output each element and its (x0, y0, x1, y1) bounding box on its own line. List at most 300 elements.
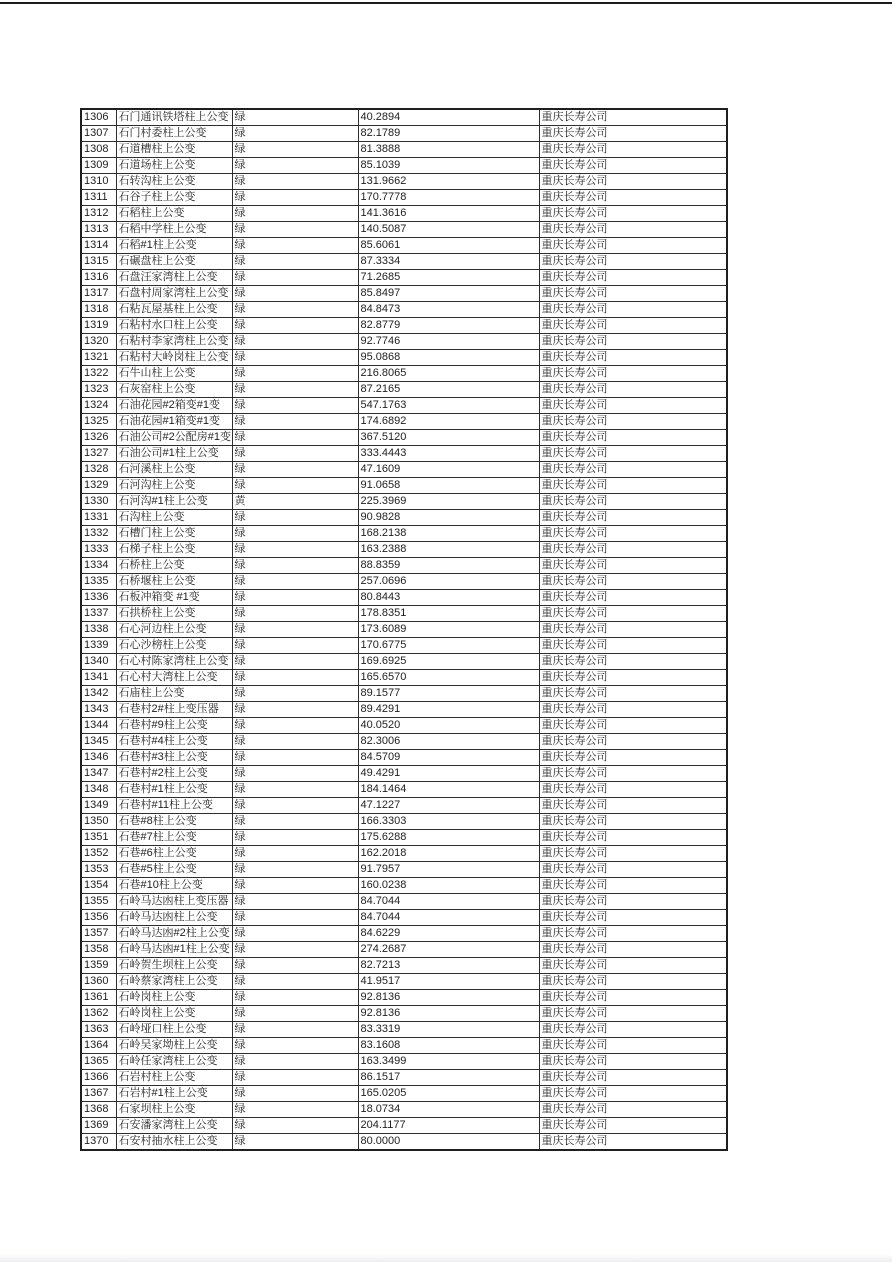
table-row[interactable] (81, 1134, 727, 1151)
cell-station-name[interactable]: 石稻中学柱上公变 (116, 222, 232, 238)
cell-status-color[interactable]: 绿 (232, 830, 358, 846)
cell-value[interactable]: 91.7957 (358, 862, 539, 878)
table-row[interactable] (81, 654, 727, 670)
table-row[interactable] (81, 430, 727, 446)
table-row[interactable] (81, 254, 727, 270)
cell-company[interactable]: 重庆长寿公司 (539, 142, 727, 158)
table-row[interactable] (81, 1086, 727, 1102)
cell-company[interactable]: 重庆长寿公司 (539, 942, 727, 958)
cell-company[interactable]: 重庆长寿公司 (539, 718, 727, 734)
cell-row-id[interactable]: 1323 (81, 382, 116, 398)
table-row[interactable] (81, 926, 727, 942)
cell-company[interactable]: 重庆长寿公司 (539, 510, 727, 526)
cell-station-name[interactable]: 石槽门柱上公变 (116, 526, 232, 542)
cell-station-name[interactable]: 石巷村#2柱上公变 (116, 766, 232, 782)
cell-status-color[interactable]: 绿 (232, 1054, 358, 1070)
cell-status-color[interactable]: 绿 (232, 398, 358, 414)
cell-value[interactable]: 163.3499 (358, 1054, 539, 1070)
cell-company[interactable]: 重庆长寿公司 (539, 494, 727, 510)
cell-station-name[interactable]: 石巷村#4柱上公变 (116, 734, 232, 750)
cell-station-name[interactable]: 石岭贺生坝柱上公变 (116, 958, 232, 974)
table-row[interactable] (81, 206, 727, 222)
cell-row-id[interactable]: 1366 (81, 1070, 116, 1086)
cell-value[interactable]: 274.2687 (358, 942, 539, 958)
cell-status-color[interactable]: 绿 (232, 542, 358, 558)
cell-company[interactable]: 重庆长寿公司 (539, 158, 727, 174)
cell-row-id[interactable]: 1312 (81, 206, 116, 222)
cell-row-id[interactable]: 1308 (81, 142, 116, 158)
cell-station-name[interactable]: 石粘村水口柱上公变 (116, 318, 232, 334)
table-row[interactable] (81, 1054, 727, 1070)
table-row[interactable] (81, 814, 727, 830)
cell-status-color[interactable]: 绿 (232, 222, 358, 238)
table-row[interactable] (81, 1118, 727, 1134)
cell-company[interactable]: 重庆长寿公司 (539, 1054, 727, 1070)
cell-status-color[interactable]: 绿 (232, 638, 358, 654)
cell-row-id[interactable]: 1317 (81, 286, 116, 302)
cell-company[interactable]: 重庆长寿公司 (539, 1102, 727, 1118)
cell-value[interactable]: 91.0658 (358, 478, 539, 494)
cell-station-name[interactable]: 石沟柱上公变 (116, 510, 232, 526)
cell-status-color[interactable]: 绿 (232, 958, 358, 974)
table-row[interactable] (81, 446, 727, 462)
cell-status-color[interactable]: 绿 (232, 1006, 358, 1022)
cell-row-id[interactable]: 1362 (81, 1006, 116, 1022)
cell-company[interactable]: 重庆长寿公司 (539, 414, 727, 430)
table-row[interactable] (81, 158, 727, 174)
cell-row-id[interactable]: 1338 (81, 622, 116, 638)
table-row[interactable] (81, 862, 727, 878)
cell-value[interactable]: 87.3334 (358, 254, 539, 270)
cell-station-name[interactable]: 石岭吴家坳柱上公变 (116, 1038, 232, 1054)
cell-row-id[interactable]: 1354 (81, 878, 116, 894)
cell-value[interactable]: 84.7044 (358, 910, 539, 926)
cell-station-name[interactable]: 石灰窑柱上公变 (116, 382, 232, 398)
cell-row-id[interactable]: 1347 (81, 766, 116, 782)
cell-company[interactable]: 重庆长寿公司 (539, 686, 727, 702)
cell-value[interactable]: 71.2685 (358, 270, 539, 286)
cell-row-id[interactable]: 1353 (81, 862, 116, 878)
cell-company[interactable]: 重庆长寿公司 (539, 286, 727, 302)
cell-row-id[interactable]: 1367 (81, 1086, 116, 1102)
table-row[interactable] (81, 1006, 727, 1022)
cell-value[interactable]: 162.2018 (358, 846, 539, 862)
cell-company[interactable]: 重庆长寿公司 (539, 894, 727, 910)
cell-station-name[interactable]: 石岭垭口柱上公变 (116, 1022, 232, 1038)
table-row[interactable] (81, 526, 727, 542)
cell-row-id[interactable]: 1345 (81, 734, 116, 750)
cell-company[interactable]: 重庆长寿公司 (539, 462, 727, 478)
cell-status-color[interactable]: 绿 (232, 414, 358, 430)
cell-row-id[interactable]: 1369 (81, 1118, 116, 1134)
cell-value[interactable]: 131.9662 (358, 174, 539, 190)
table-row[interactable] (81, 990, 727, 1006)
cell-value[interactable]: 184.1464 (358, 782, 539, 798)
cell-station-name[interactable]: 石板冲箱变 #1变 (116, 590, 232, 606)
cell-value[interactable]: 169.6925 (358, 654, 539, 670)
cell-company[interactable]: 重庆长寿公司 (539, 1134, 727, 1151)
cell-company[interactable]: 重庆长寿公司 (539, 990, 727, 1006)
cell-station-name[interactable]: 石岭任家湾柱上公变 (116, 1054, 232, 1070)
cell-value[interactable]: 166.3303 (358, 814, 539, 830)
cell-row-id[interactable]: 1315 (81, 254, 116, 270)
table-row[interactable] (81, 318, 727, 334)
table-row[interactable] (81, 798, 727, 814)
table-row[interactable] (81, 190, 727, 206)
cell-row-id[interactable]: 1357 (81, 926, 116, 942)
cell-status-color[interactable]: 绿 (232, 622, 358, 638)
cell-company[interactable]: 重庆长寿公司 (539, 254, 727, 270)
cell-value[interactable]: 80.8443 (358, 590, 539, 606)
cell-row-id[interactable]: 1346 (81, 750, 116, 766)
cell-company[interactable]: 重庆长寿公司 (539, 238, 727, 254)
table-row[interactable] (81, 958, 727, 974)
cell-value[interactable]: 367.5120 (358, 430, 539, 446)
cell-value[interactable]: 90.9828 (358, 510, 539, 526)
cell-station-name[interactable]: 石巷#8柱上公变 (116, 814, 232, 830)
cell-company[interactable]: 重庆长寿公司 (539, 1118, 727, 1134)
cell-value[interactable]: 165.6570 (358, 670, 539, 686)
cell-station-name[interactable]: 石拱桥柱上公变 (116, 606, 232, 622)
cell-station-name[interactable]: 石安潘家湾柱上公变 (116, 1118, 232, 1134)
cell-value[interactable]: 47.1227 (358, 798, 539, 814)
cell-status-color[interactable]: 绿 (232, 302, 358, 318)
table-row[interactable] (81, 734, 727, 750)
cell-status-color[interactable]: 绿 (232, 670, 358, 686)
cell-status-color[interactable]: 绿 (232, 846, 358, 862)
cell-station-name[interactable]: 石庙柱上公变 (116, 686, 232, 702)
cell-company[interactable]: 重庆长寿公司 (539, 878, 727, 894)
cell-station-name[interactable]: 石油花园#2箱变#1变 (116, 398, 232, 414)
cell-station-name[interactable]: 石岩村#1柱上公变 (116, 1086, 232, 1102)
cell-row-id[interactable]: 1364 (81, 1038, 116, 1054)
cell-row-id[interactable]: 1335 (81, 574, 116, 590)
cell-status-color[interactable]: 绿 (232, 974, 358, 990)
table-row[interactable] (81, 638, 727, 654)
cell-station-name[interactable]: 石岭蔡家湾柱上公变 (116, 974, 232, 990)
cell-station-name[interactable]: 石稻柱上公变 (116, 206, 232, 222)
cell-station-name[interactable]: 石油花园#1箱变#1变 (116, 414, 232, 430)
cell-row-id[interactable]: 1337 (81, 606, 116, 622)
table-row[interactable] (81, 462, 727, 478)
table-row[interactable] (81, 478, 727, 494)
cell-station-name[interactable]: 石心沙榜柱上公变 (116, 638, 232, 654)
cell-station-name[interactable]: 石巷#5柱上公变 (116, 862, 232, 878)
cell-row-id[interactable]: 1359 (81, 958, 116, 974)
cell-station-name[interactable]: 石油公司#2公配房#1变 (116, 430, 232, 446)
cell-row-id[interactable]: 1350 (81, 814, 116, 830)
cell-company[interactable]: 重庆长寿公司 (539, 1070, 727, 1086)
cell-status-color[interactable]: 绿 (232, 238, 358, 254)
cell-station-name[interactable]: 石河溪柱上公变 (116, 462, 232, 478)
cell-value[interactable]: 216.8065 (358, 366, 539, 382)
cell-value[interactable]: 40.0520 (358, 718, 539, 734)
cell-value[interactable]: 170.6775 (358, 638, 539, 654)
cell-status-color[interactable]: 绿 (232, 878, 358, 894)
cell-row-id[interactable]: 1352 (81, 846, 116, 862)
cell-row-id[interactable]: 1340 (81, 654, 116, 670)
table-row[interactable] (81, 558, 727, 574)
table-row[interactable] (81, 382, 727, 398)
table-row[interactable] (81, 686, 727, 702)
cell-value[interactable]: 204.1177 (358, 1118, 539, 1134)
table-row[interactable] (81, 846, 727, 862)
cell-status-color[interactable]: 绿 (232, 254, 358, 270)
cell-row-id[interactable]: 1325 (81, 414, 116, 430)
cell-company[interactable]: 重庆长寿公司 (539, 526, 727, 542)
cell-status-color[interactable]: 绿 (232, 574, 358, 590)
cell-value[interactable]: 84.8473 (358, 302, 539, 318)
cell-status-color[interactable]: 绿 (232, 718, 358, 734)
cell-station-name[interactable]: 石谷子柱上公变 (116, 190, 232, 206)
table-row[interactable] (81, 334, 727, 350)
cell-company[interactable]: 重庆长寿公司 (539, 350, 727, 366)
cell-status-color[interactable]: 绿 (232, 462, 358, 478)
cell-station-name[interactable]: 石粘瓦屋基柱上公变 (116, 302, 232, 318)
cell-status-color[interactable]: 绿 (232, 526, 358, 542)
cell-value[interactable]: 83.1608 (358, 1038, 539, 1054)
cell-company[interactable]: 重庆长寿公司 (539, 830, 727, 846)
cell-value[interactable]: 82.8779 (358, 318, 539, 334)
cell-company[interactable]: 重庆长寿公司 (539, 1086, 727, 1102)
cell-station-name[interactable]: 石牛山柱上公变 (116, 366, 232, 382)
cell-status-color[interactable]: 绿 (232, 126, 358, 142)
cell-status-color[interactable]: 绿 (232, 782, 358, 798)
cell-company[interactable]: 重庆长寿公司 (539, 974, 727, 990)
cell-value[interactable]: 85.8497 (358, 286, 539, 302)
cell-company[interactable]: 重庆长寿公司 (539, 174, 727, 190)
cell-company[interactable]: 重庆长寿公司 (539, 366, 727, 382)
cell-status-color[interactable]: 绿 (232, 734, 358, 750)
cell-value[interactable]: 92.8136 (358, 1006, 539, 1022)
cell-status-color[interactable]: 绿 (232, 1086, 358, 1102)
cell-value[interactable]: 80.0000 (358, 1134, 539, 1151)
cell-company[interactable]: 重庆长寿公司 (539, 846, 727, 862)
cell-row-id[interactable]: 1358 (81, 942, 116, 958)
cell-company[interactable]: 重庆长寿公司 (539, 910, 727, 926)
cell-row-id[interactable]: 1311 (81, 190, 116, 206)
cell-status-color[interactable]: 绿 (232, 862, 358, 878)
cell-status-color[interactable]: 绿 (232, 190, 358, 206)
cell-value[interactable]: 175.6288 (358, 830, 539, 846)
table-row[interactable] (81, 718, 727, 734)
cell-status-color[interactable]: 绿 (232, 942, 358, 958)
table-row[interactable] (81, 414, 727, 430)
cell-value[interactable]: 84.7044 (358, 894, 539, 910)
table-row[interactable] (81, 1070, 727, 1086)
cell-row-id[interactable]: 1307 (81, 126, 116, 142)
table-row[interactable] (81, 1102, 727, 1118)
cell-station-name[interactable]: 石碾盘柱上公变 (116, 254, 232, 270)
cell-value[interactable]: 141.3616 (358, 206, 539, 222)
cell-status-color[interactable]: 绿 (232, 334, 358, 350)
cell-status-color[interactable]: 绿 (232, 1118, 358, 1134)
cell-value[interactable]: 547.1763 (358, 398, 539, 414)
cell-company[interactable]: 重庆长寿公司 (539, 398, 727, 414)
cell-company[interactable]: 重庆长寿公司 (539, 109, 727, 126)
cell-station-name[interactable]: 石巷村#3柱上公变 (116, 750, 232, 766)
cell-row-id[interactable]: 1330 (81, 494, 116, 510)
table-row[interactable] (81, 222, 727, 238)
cell-status-color[interactable]: 绿 (232, 798, 358, 814)
table-row[interactable] (81, 670, 727, 686)
cell-row-id[interactable]: 1370 (81, 1134, 116, 1151)
cell-status-color[interactable]: 绿 (232, 446, 358, 462)
cell-station-name[interactable]: 石巷#10柱上公变 (116, 878, 232, 894)
cell-station-name[interactable]: 石心村陈家湾柱上公变 (116, 654, 232, 670)
cell-status-color[interactable]: 绿 (232, 558, 358, 574)
cell-status-color[interactable]: 绿 (232, 318, 358, 334)
cell-status-color[interactable]: 绿 (232, 702, 358, 718)
cell-row-id[interactable]: 1333 (81, 542, 116, 558)
cell-status-color[interactable]: 绿 (232, 1070, 358, 1086)
cell-row-id[interactable]: 1309 (81, 158, 116, 174)
cell-row-id[interactable]: 1331 (81, 510, 116, 526)
cell-station-name[interactable]: 石盘村周家湾柱上公变 (116, 286, 232, 302)
cell-value[interactable]: 140.5087 (358, 222, 539, 238)
cell-company[interactable]: 重庆长寿公司 (539, 606, 727, 622)
cell-company[interactable]: 重庆长寿公司 (539, 670, 727, 686)
cell-value[interactable]: 95.0868 (358, 350, 539, 366)
cell-station-name[interactable]: 石巷村2#柱上变压器 (116, 702, 232, 718)
cell-company[interactable]: 重庆长寿公司 (539, 542, 727, 558)
cell-company[interactable]: 重庆长寿公司 (539, 702, 727, 718)
cell-company[interactable]: 重庆长寿公司 (539, 1006, 727, 1022)
cell-company[interactable]: 重庆长寿公司 (539, 430, 727, 446)
cell-company[interactable]: 重庆长寿公司 (539, 750, 727, 766)
cell-row-id[interactable]: 1341 (81, 670, 116, 686)
cell-row-id[interactable]: 1332 (81, 526, 116, 542)
cell-row-id[interactable]: 1344 (81, 718, 116, 734)
table-row[interactable] (81, 894, 727, 910)
cell-status-color[interactable]: 绿 (232, 910, 358, 926)
cell-row-id[interactable]: 1318 (81, 302, 116, 318)
cell-value[interactable]: 40.2894 (358, 109, 539, 126)
cell-station-name[interactable]: 石门村委柱上公变 (116, 126, 232, 142)
cell-station-name[interactable]: 石巷村#11柱上公变 (116, 798, 232, 814)
cell-station-name[interactable]: 石岩村柱上公变 (116, 1070, 232, 1086)
cell-status-color[interactable]: 绿 (232, 686, 358, 702)
cell-station-name[interactable]: 石河沟柱上公变 (116, 478, 232, 494)
cell-station-name[interactable]: 石油公司#1柱上公变 (116, 446, 232, 462)
cell-value[interactable]: 82.3006 (358, 734, 539, 750)
cell-company[interactable]: 重庆长寿公司 (539, 446, 727, 462)
cell-status-color[interactable]: 绿 (232, 990, 358, 1006)
cell-row-id[interactable]: 1356 (81, 910, 116, 926)
cell-row-id[interactable]: 1326 (81, 430, 116, 446)
cell-row-id[interactable]: 1368 (81, 1102, 116, 1118)
table-row[interactable] (81, 590, 727, 606)
table-row[interactable] (81, 350, 727, 366)
cell-value[interactable]: 257.0696 (358, 574, 539, 590)
table-row[interactable] (81, 1038, 727, 1054)
cell-company[interactable]: 重庆长寿公司 (539, 814, 727, 830)
cell-company[interactable]: 重庆长寿公司 (539, 318, 727, 334)
cell-station-name[interactable]: 石巷#6柱上公变 (116, 846, 232, 862)
cell-company[interactable]: 重庆长寿公司 (539, 782, 727, 798)
cell-station-name[interactable]: 石盘汪家湾柱上公变 (116, 270, 232, 286)
cell-value[interactable]: 92.8136 (358, 990, 539, 1006)
cell-status-color[interactable]: 绿 (232, 654, 358, 670)
cell-status-color[interactable]: 绿 (232, 286, 358, 302)
cell-station-name[interactable]: 石桥柱上公变 (116, 558, 232, 574)
cell-status-color[interactable]: 绿 (232, 590, 358, 606)
cell-company[interactable]: 重庆长寿公司 (539, 766, 727, 782)
cell-company[interactable]: 重庆长寿公司 (539, 1022, 727, 1038)
cell-station-name[interactable]: 石巷村#1柱上公变 (116, 782, 232, 798)
cell-value[interactable]: 92.7746 (358, 334, 539, 350)
cell-value[interactable]: 86.1517 (358, 1070, 539, 1086)
cell-row-id[interactable]: 1339 (81, 638, 116, 654)
cell-row-id[interactable]: 1342 (81, 686, 116, 702)
cell-status-color[interactable]: 绿 (232, 430, 358, 446)
cell-company[interactable]: 重庆长寿公司 (539, 590, 727, 606)
cell-value[interactable]: 174.6892 (358, 414, 539, 430)
cell-company[interactable]: 重庆长寿公司 (539, 926, 727, 942)
table-row[interactable] (81, 782, 727, 798)
cell-station-name[interactable]: 石粘村大岭岗柱上公变 (116, 350, 232, 366)
cell-value[interactable]: 82.7213 (358, 958, 539, 974)
cell-status-color[interactable]: 绿 (232, 606, 358, 622)
cell-row-id[interactable]: 1327 (81, 446, 116, 462)
table-row[interactable] (81, 702, 727, 718)
cell-station-name[interactable]: 石河沟#1柱上公变 (116, 494, 232, 510)
cell-company[interactable]: 重庆长寿公司 (539, 558, 727, 574)
cell-status-color[interactable]: 绿 (232, 1022, 358, 1038)
table-row[interactable] (81, 942, 727, 958)
cell-row-id[interactable]: 1321 (81, 350, 116, 366)
table-row[interactable] (81, 878, 727, 894)
cell-status-color[interactable]: 绿 (232, 894, 358, 910)
cell-value[interactable]: 82.1789 (358, 126, 539, 142)
table-row[interactable] (81, 510, 727, 526)
cell-status-color[interactable]: 绿 (232, 750, 358, 766)
cell-value[interactable]: 160.0238 (358, 878, 539, 894)
cell-row-id[interactable]: 1361 (81, 990, 116, 1006)
cell-row-id[interactable]: 1355 (81, 894, 116, 910)
table-row[interactable] (81, 494, 727, 510)
table-row[interactable] (81, 109, 727, 126)
cell-station-name[interactable]: 石稻#1柱上公变 (116, 238, 232, 254)
cell-station-name[interactable]: 石岭马达凼#2柱上公变 (116, 926, 232, 942)
cell-value[interactable]: 163.2388 (358, 542, 539, 558)
cell-row-id[interactable]: 1306 (81, 109, 116, 126)
cell-company[interactable]: 重庆长寿公司 (539, 334, 727, 350)
cell-status-color[interactable]: 绿 (232, 174, 358, 190)
cell-station-name[interactable]: 石岭马达凼柱上变压器 (116, 894, 232, 910)
cell-value[interactable]: 173.6089 (358, 622, 539, 638)
cell-status-color[interactable]: 绿 (232, 926, 358, 942)
cell-value[interactable]: 49.4291 (358, 766, 539, 782)
cell-company[interactable]: 重庆长寿公司 (539, 734, 727, 750)
cell-row-id[interactable]: 1328 (81, 462, 116, 478)
cell-row-id[interactable]: 1319 (81, 318, 116, 334)
cell-value[interactable]: 87.2165 (358, 382, 539, 398)
cell-company[interactable]: 重庆长寿公司 (539, 958, 727, 974)
cell-row-id[interactable]: 1322 (81, 366, 116, 382)
table-row[interactable] (81, 622, 727, 638)
cell-status-color[interactable]: 绿 (232, 510, 358, 526)
cell-station-name[interactable]: 石心村大湾柱上公变 (116, 670, 232, 686)
cell-row-id[interactable]: 1316 (81, 270, 116, 286)
cell-status-color[interactable]: 绿 (232, 158, 358, 174)
cell-status-color[interactable]: 绿 (232, 142, 358, 158)
cell-value[interactable]: 170.7778 (358, 190, 539, 206)
cell-status-color[interactable]: 绿 (232, 478, 358, 494)
cell-status-color[interactable]: 黄 (232, 494, 358, 510)
cell-row-id[interactable]: 1334 (81, 558, 116, 574)
cell-row-id[interactable]: 1320 (81, 334, 116, 350)
